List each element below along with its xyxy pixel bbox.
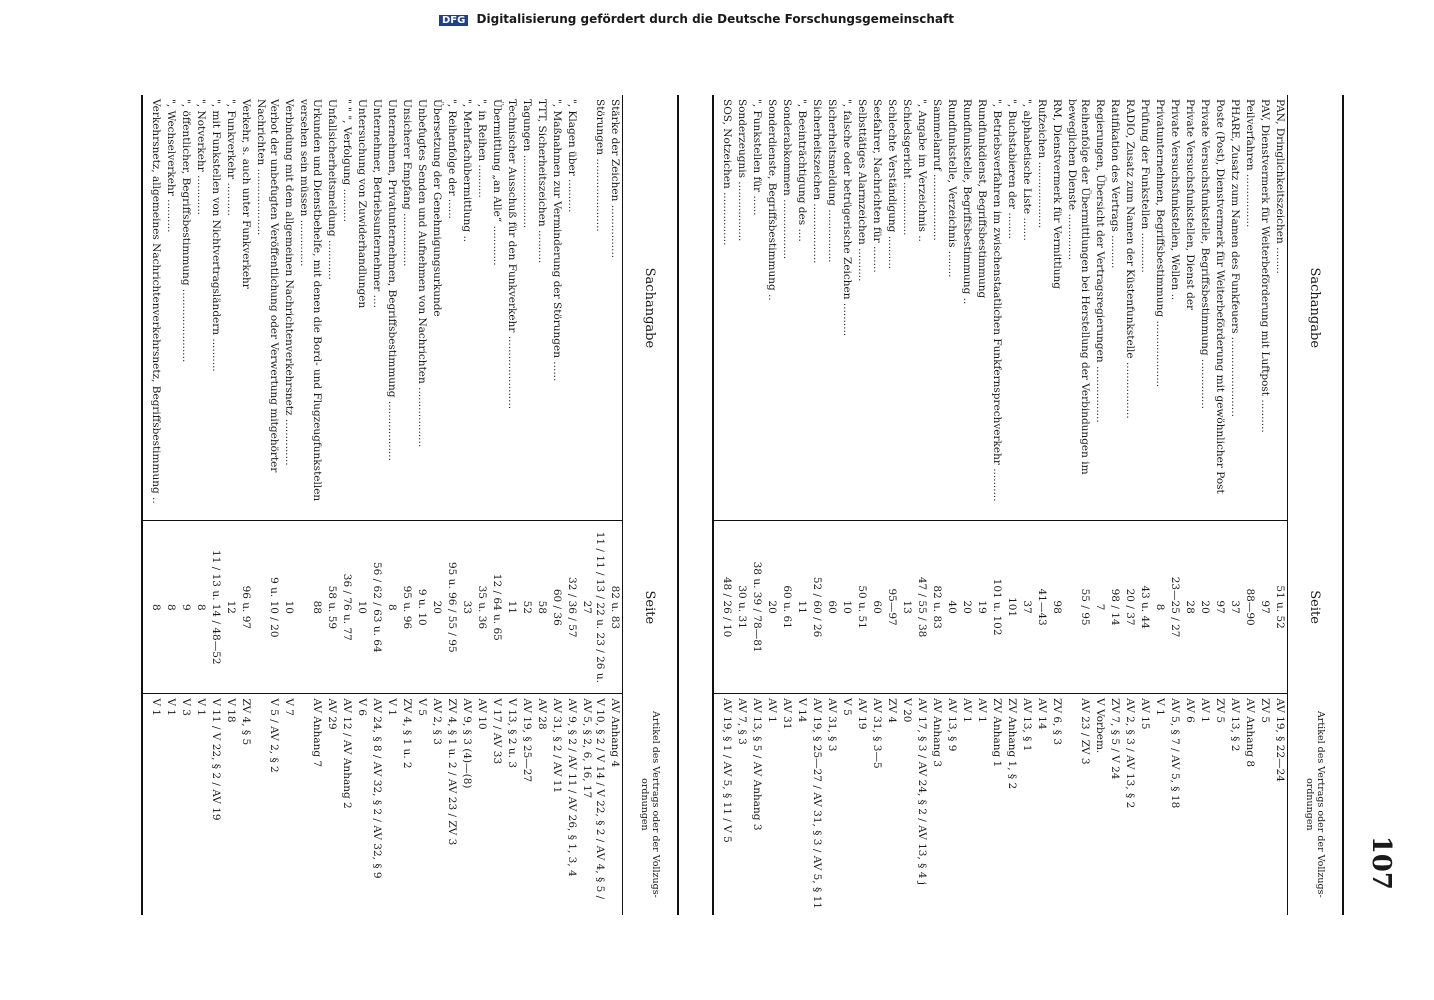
index-subject: ", Reihenfolge der ......	[446, 99, 458, 219]
index-row	[1152, 95, 1167, 915]
index-page: 37	[1019, 521, 1034, 694]
index-article: ZV Anhang 1, § 2	[1006, 698, 1018, 790]
index-row	[459, 95, 474, 915]
index-row	[253, 95, 281, 915]
index-table-left-body	[713, 95, 1288, 915]
index-row	[354, 95, 369, 915]
index-row	[193, 95, 208, 915]
table-header-row	[623, 95, 679, 915]
index-page: 33	[459, 521, 474, 694]
index-row	[399, 95, 414, 915]
index-page: 96 u. 97	[238, 521, 253, 694]
index-page: 41—43	[1034, 521, 1049, 694]
index-article: AV Anhang 4	[609, 698, 621, 768]
index-table-right	[141, 95, 679, 915]
index-row	[749, 95, 764, 915]
index-subject: Seefahrer, Nachrichten für ........	[871, 99, 883, 273]
index-row	[764, 95, 779, 915]
index-article: ZV 4, § 1 u. 2 / AV 23 / ZV 3	[446, 698, 458, 846]
index-article: AV 2, § 3 / AV 13, § 2	[1124, 698, 1136, 809]
index-page: 10	[839, 521, 854, 694]
index-article: AV 10	[476, 698, 488, 730]
index-article: V 6	[356, 698, 368, 716]
header-page: Seite	[623, 521, 679, 694]
index-row	[959, 95, 974, 915]
index-row	[1167, 95, 1182, 915]
index-article: ZV 4, § 1 u. 2	[401, 698, 413, 769]
index-subject: Sicherheitszeichen ..................	[811, 99, 823, 264]
index-subject: ", Buchstabieren der ........	[1006, 99, 1018, 240]
index-page: 88—90	[1242, 521, 1257, 694]
index-article: AV 31, § 2 / AV 11	[551, 698, 563, 794]
index-article: AV 13, § 9	[946, 698, 958, 752]
index-row	[549, 95, 564, 915]
index-subject: Tagungen ......................	[521, 99, 533, 229]
index-page: 40	[944, 521, 959, 694]
index-row	[839, 95, 854, 915]
index-page: 9	[178, 521, 193, 694]
index-page: 28	[1182, 521, 1197, 694]
index-row	[429, 95, 444, 915]
index-article: V 14	[796, 698, 808, 723]
index-subject: Verkehr, s. auch unter Funkverkehr	[240, 99, 252, 289]
index-article: AV 1	[766, 698, 778, 723]
index-subject: TTT, Sicherheitszeichen ..........	[536, 99, 548, 264]
index-article: V 5	[841, 698, 853, 716]
index-page: 95 u. 96 / 55 / 95	[444, 521, 459, 694]
index-row	[296, 95, 324, 915]
index-row	[142, 95, 163, 915]
index-row	[794, 95, 809, 915]
index-article: ZV 6, § 3	[1051, 698, 1063, 745]
index-subject: Unternehmer, Betriebsunternehmer ....	[371, 99, 383, 308]
index-subject: ", Mehrfachübermittlung ..	[461, 99, 473, 243]
index-page: 47 / 55 / 38	[914, 521, 929, 694]
index-subject: Rundfunkdienst, Begriffsbestimmung	[976, 99, 988, 299]
index-page: 36 / 76 u. 77	[339, 521, 354, 694]
index-article: AV 1	[961, 698, 973, 723]
index-row	[1212, 95, 1227, 915]
index-article: AV 15	[1139, 698, 1151, 730]
index-article: V 17 / AV 33	[491, 698, 503, 765]
index-subject: Private Versuchsfunkstelle, Begriffsbestimmung ...............	[1199, 99, 1211, 409]
header-article: Artikel des Vertrags oder der Vollzugs-ordnungen	[1288, 694, 1344, 915]
index-row	[809, 95, 824, 915]
index-article: AV 6	[1184, 698, 1196, 723]
index-row	[1137, 95, 1152, 915]
index-article: AV 19, § 25—27 / AV 31, § 3 / AV 5, § 11	[811, 698, 823, 909]
index-article: AV 23 / ZV 3	[1079, 698, 1091, 765]
index-page: 11	[504, 521, 519, 694]
index-page: 88	[296, 521, 324, 694]
index-page: 10	[281, 521, 296, 694]
index-article: AV 13, § 2	[1229, 698, 1241, 752]
index-subject: Verbot der unbefugten Veröffentlichung oder Verwertung mitgehörter Nachrichten ....................	[255, 99, 280, 473]
index-row	[208, 95, 223, 915]
index-subject: Rundfunkstelle, Verzeichnis ........	[946, 99, 958, 278]
index-article: AV 13, § 1	[1021, 698, 1033, 752]
index-article: AV 9, § 3 (4)—(8)	[461, 698, 473, 789]
index-article: AV 5, § 7 / AV 5, § 18	[1169, 698, 1181, 809]
index-subject: PHARE, Zusatz zum Namen des Funkfeuers ........................	[1229, 99, 1241, 417]
index-subject: Sonderabkommen ..................	[781, 99, 793, 260]
index-subject: ", mit Funkstellen von Nichtvertragsländern ..........	[210, 99, 222, 372]
digitization-note-label: Digitalisierung gefördert durch die Deutsche Forschungsgemeinschaft	[476, 12, 954, 26]
index-page: 95—97	[884, 521, 899, 694]
index-subject: Schlechte Verständigung ..........	[886, 99, 898, 270]
index-page: 98 / 14	[1107, 521, 1122, 694]
index-article: V 1	[195, 698, 207, 716]
header-page: Seite	[1288, 521, 1344, 694]
index-page: 20	[764, 521, 779, 694]
index-page: 97	[1212, 521, 1227, 694]
index-article: AV 29	[326, 698, 338, 730]
index-subject: Unfallsicherheitsmeldung ............	[326, 99, 338, 280]
index-page: 48 / 26 / 10	[713, 521, 734, 694]
index-page: 11 / 13 u. 14 / 48—52	[208, 521, 223, 694]
index-row	[1227, 95, 1242, 915]
index-article: AV 19	[856, 698, 868, 730]
index-subject: Verkehrsnetz, allgemeines Nachrichtenverkehrsnetz, Begriffsbestimmung ..	[142, 95, 163, 521]
index-article: AV 31	[781, 698, 793, 730]
index-page: 97	[1257, 521, 1272, 694]
index-subject: ", Wechselverkehr ..........	[165, 99, 177, 233]
index-article: ZV 4	[886, 698, 898, 724]
index-subject: Urkunden und Dienstbehelfe, mit denen die Bord- und Flugzeugfunkstellen versehen sein müssen ..............	[298, 99, 323, 502]
index-subject: Rundfunkstelle, Begriffsbestimmung ..	[961, 99, 973, 305]
index-subject: Stärke der Zeichen ................	[609, 99, 621, 259]
index-page: 56 / 62 / 63 u. 64	[369, 521, 384, 694]
index-row	[824, 95, 839, 915]
index-article: V 1	[386, 698, 398, 716]
index-article: AV 1	[1199, 698, 1211, 723]
index-article: ZV Anhang 1	[991, 698, 1003, 768]
index-page: 58 u. 59	[324, 521, 339, 694]
index-table-left	[712, 95, 1344, 915]
index-article: AV 14	[1036, 698, 1048, 730]
index-article: AV 1	[976, 698, 988, 723]
index-subject: Untersuchung von Zuwiderhandlungen	[356, 99, 368, 309]
index-page: 20	[959, 521, 974, 694]
index-page: 11 / 11 / 13 / 22 u. 23 / 26 u. 27	[579, 521, 607, 694]
index-article: AV 24, § 8 / AV 32, § 2 / AV 32, § 9	[371, 698, 383, 879]
index-subject: ", Maßnahmen zur Verminderung der Störungen ......	[551, 99, 563, 382]
index-subject: Übermittlung „an Alle“ ............	[491, 99, 503, 266]
index-subject: Private Versuchsfunkstellen, Wellen ..	[1169, 99, 1181, 301]
index-page: 20	[1197, 521, 1212, 694]
index-page: 20	[429, 521, 444, 694]
index-subject: ", Notverkehr ............	[195, 99, 207, 216]
index-subject: Sammelanruf ....................	[931, 99, 943, 241]
index-row	[1122, 95, 1137, 915]
index-page: 52	[519, 521, 534, 694]
index-page: 20 / 37	[1122, 521, 1137, 694]
index-subject: " " ", Verfolgung ..........	[341, 99, 353, 222]
index-row	[384, 95, 399, 915]
index-article: V 1	[165, 698, 177, 716]
index-article: V 1	[1154, 698, 1166, 716]
index-row	[579, 95, 607, 915]
index-row	[974, 95, 989, 915]
index-article: V 7	[283, 698, 295, 716]
index-page: 9 u. 10	[414, 521, 429, 694]
index-page: 50 u. 51	[854, 521, 869, 694]
index-page: 23—25 / 27	[1167, 521, 1182, 694]
index-article: AV 9, § 2 / AV 11 / AV 26, § 1, 3, 4	[566, 698, 578, 877]
index-subject: ", falsche oder betrügerische Zeichen ..........	[841, 99, 853, 337]
index-subject: ", Klagen über ..........	[566, 99, 578, 213]
index-article: AV 19, § 25—27	[521, 698, 533, 783]
index-article: ZV 5	[1214, 698, 1226, 724]
index-article: V 1	[142, 694, 163, 915]
index-page: 8	[384, 521, 399, 694]
index-page: 38 u. 39 / 78—81	[749, 521, 764, 694]
index-article: AV 12 / AV Anhang 2	[341, 698, 353, 809]
index-page: 11	[794, 521, 809, 694]
index-subject: Unbefugtes Senden und Aufnehmen von Nachrichten ..................	[416, 99, 428, 448]
index-page: 19	[974, 521, 989, 694]
index-row	[1064, 95, 1092, 915]
index-article: AV 28	[536, 698, 548, 730]
index-page: 10	[354, 521, 369, 694]
index-row	[339, 95, 354, 915]
index-row	[281, 95, 296, 915]
index-subject: Poste (Post), Dienstvermerk für Weiterbeförderung mit gewöhnlicher Post	[1214, 99, 1226, 494]
index-article: AV 2, § 3	[431, 698, 443, 745]
index-article: V 5 / AV 2, § 2	[268, 698, 280, 773]
index-page: 60	[869, 521, 884, 694]
table-header-row	[1288, 95, 1344, 915]
index-article: AV 19, § 22—24	[1274, 698, 1286, 782]
index-row	[884, 95, 899, 915]
index-row	[414, 95, 429, 915]
index-subject: Sonderzeugnis ..................	[736, 99, 748, 242]
index-article: ZV 5	[1259, 698, 1271, 724]
index-subject: Rufzeichen ....................	[1036, 99, 1048, 229]
index-page: 7	[1092, 521, 1107, 694]
index-article: AV Anhang 7	[311, 698, 323, 768]
header-subject: Sachangabe	[623, 95, 679, 521]
index-page: 13	[899, 521, 914, 694]
index-page: 60 / 36	[549, 521, 564, 694]
index-article: AV 31, § 3—5	[871, 698, 883, 769]
index-row	[238, 95, 253, 915]
index-row	[1242, 95, 1257, 915]
index-subject: Privatunternehmen, Begriffsbestimmung ....................	[1154, 99, 1166, 388]
index-subject: SOS, Notzeichen ................	[713, 95, 734, 521]
index-subject: PAV, Dienstvermerk für Weiterbeförderung mit Luftpost ..........	[1259, 99, 1271, 433]
index-row	[914, 95, 929, 915]
index-page: 98	[1049, 521, 1064, 694]
index-page: 95 u. 96	[399, 521, 414, 694]
index-subject: ", Funkstellen für ......	[751, 99, 763, 216]
index-subject: ", Betriebsverfahren im zwischenstaatlichen Funkfernsprechverkehr ..........	[991, 99, 1003, 502]
index-page: 12	[223, 521, 238, 694]
index-row	[444, 95, 459, 915]
digitization-note-text	[439, 12, 1419, 26]
index-subject: Regierungen, Übersicht der Vertragsregierungen .................	[1094, 99, 1106, 423]
index-row	[564, 95, 579, 915]
index-page: 51 u. 52	[1272, 521, 1288, 694]
index-subject: Ratifikation des Vertrags ..........	[1109, 99, 1121, 269]
index-subject: ", öffentlicher, Begriffsbestimmung ......................	[180, 99, 192, 363]
index-subject: ", Angabe im Verzeichnis ..	[916, 99, 928, 242]
index-subject: Selbsttätiges Alarmzeichen ..........	[856, 99, 868, 282]
index-article: V 18	[225, 698, 237, 723]
index-row	[1034, 95, 1049, 915]
index-row	[989, 95, 1004, 915]
index-row	[489, 95, 504, 915]
index-row	[1182, 95, 1197, 915]
index-subject: Störungen ......................	[594, 99, 606, 232]
index-page: 8	[1152, 521, 1167, 694]
index-row	[779, 95, 794, 915]
index-page: 30 u. 31	[734, 521, 749, 694]
index-row	[369, 95, 384, 915]
index-page: 35 u. 36	[474, 521, 489, 694]
index-row	[1019, 95, 1034, 915]
index-article: V 11 / V 22, § 2 / AV 19	[210, 698, 222, 821]
index-article: ZV 7, § 5 / V 24	[1109, 698, 1121, 780]
index-row	[1092, 95, 1107, 915]
index-subject: ", Funkverkehr ..........	[225, 99, 237, 216]
index-row	[223, 95, 238, 915]
index-article: V 13, § 2 u. 3	[506, 698, 518, 768]
index-page: 12 / 64 u. 65	[489, 521, 504, 694]
index-subject: Unternehmen, Privatunternehmen, Begriffsbestimmung ..................	[386, 99, 398, 461]
index-row	[1257, 95, 1272, 915]
index-page: 82 u. 83	[607, 521, 623, 694]
index-columns	[54, 95, 1344, 915]
index-subject: Technischer Ausschuß für den Funkverkehr ......................	[506, 99, 518, 410]
index-row	[504, 95, 519, 915]
index-row	[1197, 95, 1212, 915]
index-subject: PAN, Dringlichkeitszeichen ........	[1274, 99, 1286, 274]
index-page: 8	[142, 521, 163, 694]
index-article: AV Anhang 3	[931, 698, 943, 768]
index-page: 58	[534, 521, 549, 694]
index-page: 101	[1004, 521, 1019, 694]
index-page: 60	[824, 521, 839, 694]
index-row	[944, 95, 959, 915]
index-page: 8	[193, 521, 208, 694]
index-article: V 10, § 2 / V 14 / V 22, § 2 / AV 4, § 5 / AV 5, § 2, 6, 16, 17	[581, 698, 606, 900]
index-subject: ", alphabetische Liste .......	[1021, 99, 1033, 241]
index-row	[324, 95, 339, 915]
index-subject: Sicherheitsmeldung ................	[826, 99, 838, 263]
index-row	[1004, 95, 1019, 915]
index-subject: Reihenfolge der Übermittlungen bei Herstellung der Verbindungen im beweglichen Dienste ..............	[1066, 99, 1091, 475]
index-article: ZV 4, § 5	[240, 698, 252, 746]
index-article: V Vorbem.	[1094, 698, 1106, 754]
index-row	[1107, 95, 1122, 915]
index-row	[519, 95, 534, 915]
index-subject: Unsicherer Empfang ................	[401, 99, 413, 267]
index-subject: Prüfung der Funkstellen ............	[1139, 99, 1151, 273]
index-article: AV 19, § 1 / AV 5, § 11 / V 5	[713, 694, 734, 915]
dfg-logo: DFG	[439, 15, 468, 26]
index-page: 37	[1227, 521, 1242, 694]
index-row	[474, 95, 489, 915]
index-article: V 20	[901, 698, 913, 723]
index-row	[713, 95, 734, 915]
index-table-right-body	[142, 95, 623, 915]
index-row	[854, 95, 869, 915]
index-subject: Schiedsgericht ................	[901, 99, 913, 236]
index-subject: Private Versuchsfunkstellen, Dienst der	[1184, 99, 1196, 311]
index-row	[534, 95, 549, 915]
index-article: AV Anhang 8	[1244, 698, 1256, 768]
index-row	[869, 95, 884, 915]
digitization-note	[434, 12, 1434, 32]
index-row	[899, 95, 914, 915]
index-row	[163, 95, 178, 915]
page-number: 107	[1366, 835, 1396, 890]
header-article: Artikel des Vertrags oder der Vollzugs-ordnungen	[623, 694, 679, 915]
index-article: V 5	[416, 698, 428, 716]
index-page: 9 u. 10 / 20	[253, 521, 281, 694]
index-row	[1272, 95, 1288, 915]
index-article: AV 17, § 3 / AV 24, § 2 / AV 13, § 4 j	[916, 698, 928, 886]
index-subject: RM, Dienstvermerk für Vermittlung	[1051, 99, 1063, 289]
index-page: 52 / 60 / 26	[809, 521, 824, 694]
index-subject: RADIO, Zusatz zum Namen der Küstenfunkstelle .................	[1124, 99, 1136, 419]
index-subject: Verbindung mit dem allgemeinen Nachrichtenverkehrsnetz ..............	[283, 99, 295, 466]
index-page: 60 u. 61	[779, 521, 794, 694]
index-row	[1049, 95, 1064, 915]
index-page: 8	[163, 521, 178, 694]
index-row	[929, 95, 944, 915]
index-row	[734, 95, 749, 915]
index-subject: ", in Reihen ..........	[476, 99, 488, 198]
index-subject: Übersetzung der Genehmigungsurkunde	[431, 99, 443, 317]
index-subject: Peilverfahren ................	[1244, 99, 1256, 228]
index-page: 32 / 36 / 57	[564, 521, 579, 694]
index-page: 82 u. 83	[929, 521, 944, 694]
index-page: 55 / 95	[1064, 521, 1092, 694]
index-page: 101 u. 102	[989, 521, 1004, 694]
index-article: AV 31, § 3	[826, 698, 838, 752]
header-subject: Sachangabe	[1288, 95, 1344, 521]
index-row	[178, 95, 193, 915]
index-subject: Sonderdienste, Begriffsbestimmung ..	[766, 99, 778, 301]
index-row	[607, 95, 623, 915]
index-article: AV 13, § 5 / AV Anhang 3	[751, 698, 763, 831]
index-subject: ", Beeinträchtigung des ....	[796, 99, 808, 242]
index-article: V 3	[180, 698, 192, 716]
index-article: AV 7, § 3	[736, 698, 748, 745]
index-page: 43 u. 44	[1137, 521, 1152, 694]
